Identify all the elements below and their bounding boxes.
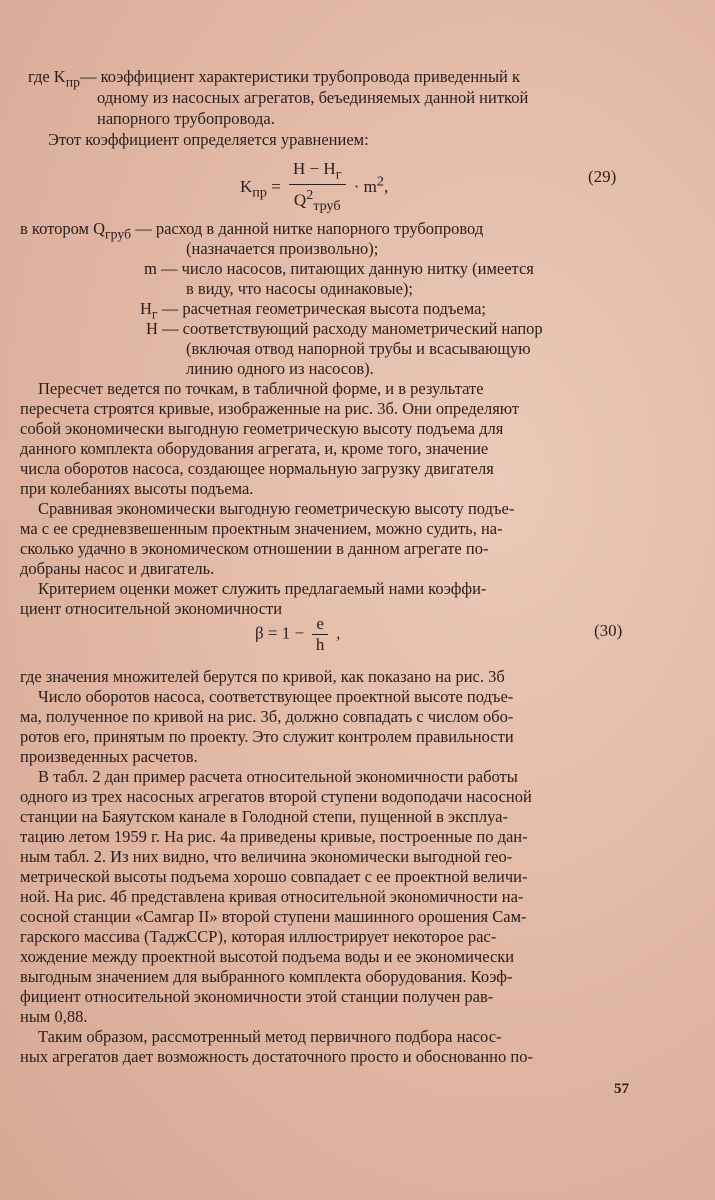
text-line: произведенных расчетов. — [20, 747, 198, 766]
text-line: (назначается произвольно); — [186, 239, 379, 258]
text-line: числа оборотов насоса, создающее нормальную загрузку двигателя — [20, 459, 494, 478]
text-line: ма, полученное по кривой на рис. 3б, должно совпадать с числом обо- — [20, 707, 514, 726]
text-line: Сравнивая экономически выгодную геометрическую высоту подъе- — [38, 499, 515, 518]
text-line: выгодным значением для выбранного комплекта оборудования. Коэф- — [20, 967, 513, 986]
text-line: Таким образом, рассмотренный метод первичного подбора насос- — [38, 1027, 502, 1046]
text-line: m — число насосов, питающих данную нитку (имеется — [144, 259, 534, 278]
text-line: где значения множителей берутся по кривой, как показано на рис. 3б — [20, 667, 505, 686]
page-number: 57 — [614, 1081, 629, 1097]
text-line: фициент относительной экономичности этой станции получен рав- — [20, 987, 494, 1006]
text-line: ным 0,88. — [20, 1007, 88, 1026]
text-line: гарского массива (ТаджССР), которая иллюстрирует некоторое рас- — [20, 927, 497, 946]
text-line: пересчета строятся кривые, изображенные на рис. 3б. Они определяют — [20, 399, 520, 418]
formula-30: β = 1 − $\frac{e}{h}$ , — [255, 614, 341, 654]
text-line: тацию летом 1959 г. На рис. 4а приведены кривые, построенные по дан- — [20, 827, 528, 846]
text-line: станции на Баяутском канале в Голодной степи, пущенной в эксплуа- — [20, 807, 508, 826]
text-line: метрической высоты подъема хорошо совпадает с ее проектной величи- — [20, 867, 528, 886]
text-line: циент относительной экономичности — [20, 599, 283, 618]
text-line: при колебаниях высоты подъема. — [20, 479, 254, 498]
text-line: сколько удачно в экономическом отношении в данном агрегате по- — [20, 539, 489, 558]
text-line: в котором $Q_{груб}$ — расход в данной нитке напорного трубопровод — [20, 219, 484, 242]
text-line: ротов его, принятым по проекту. Это служит контролем правильности — [20, 727, 514, 746]
text-line: в виду, что насосы одинаковые); — [186, 279, 413, 298]
text-line: сосной станции «Самгар II» второй ступени машинного орошения Сам- — [20, 907, 527, 926]
text-line: Критерием оценки может служить предлагаемый нами коэффи- — [38, 579, 487, 598]
text-line: Пересчет ведется по точкам, в табличной форме, и в результате — [38, 379, 484, 398]
text-line: (включая отвод напорной трубы и всасывающую — [186, 339, 531, 358]
text-line: В табл. 2 дан пример расчета относительной экономичности работы — [38, 767, 518, 786]
formula-29: $K_{пр}$ = $\frac{H - H_г}{Q^2_{труб}}$ · $m^2$, — [240, 159, 389, 215]
text-line: одного из трех насосных агрегатов второй ступени водоподачи насосной — [20, 787, 532, 806]
text-line: одному из насосных агрегатов, беъединяемых данной ниткой — [97, 88, 529, 107]
equation-number-30: (30) — [594, 621, 623, 640]
text-line: Этот коэффициент определяется уравнением: — [48, 130, 369, 149]
text-line: где $K_{пр}—$ коэффициент характеристики трубопровода приведенный к — [28, 67, 521, 90]
text-line: ным табл. 2. Из них видно, что величина экономически выгодной гео- — [20, 847, 513, 866]
text-line: добраны насос и двигатель. — [20, 559, 215, 578]
fraction: $\frac{e}{h}$ — [312, 615, 328, 654]
text-line: ной. На рис. 4б представлена кривая относительной экономичности на- — [20, 887, 524, 906]
text-line: линию одного из насосов). — [186, 359, 374, 378]
text-line: напорного трубопровода. — [97, 109, 275, 128]
text-line: H — соответствующий расходу манометрический напор — [146, 319, 543, 338]
text-line: собой экономически выгодную геометрическую высоту подъема для — [20, 419, 504, 438]
text-line: ных агрегатов дает возможность достаточного просто и обоснованно по- — [20, 1047, 533, 1066]
text-line: Число оборотов насоса, соответствующее проектной высоте подъе- — [38, 687, 514, 706]
text-line: $H_г$ — расчетная геометрическая высота подъема; — [140, 299, 486, 322]
text-line: ма с ее средневзвешенным проектным значением, можно судить, на- — [20, 519, 503, 538]
text-line: хождение между проектной высотой подъема воды и ее экономически — [20, 947, 515, 966]
text-line: данного комплекта оборудования агрегата, и, кроме того, значение — [20, 439, 489, 458]
fraction: $\frac{H - H_г}{Q^2_{труб}}$ — [289, 160, 345, 215]
equation-number-29: (29) — [588, 167, 617, 186]
